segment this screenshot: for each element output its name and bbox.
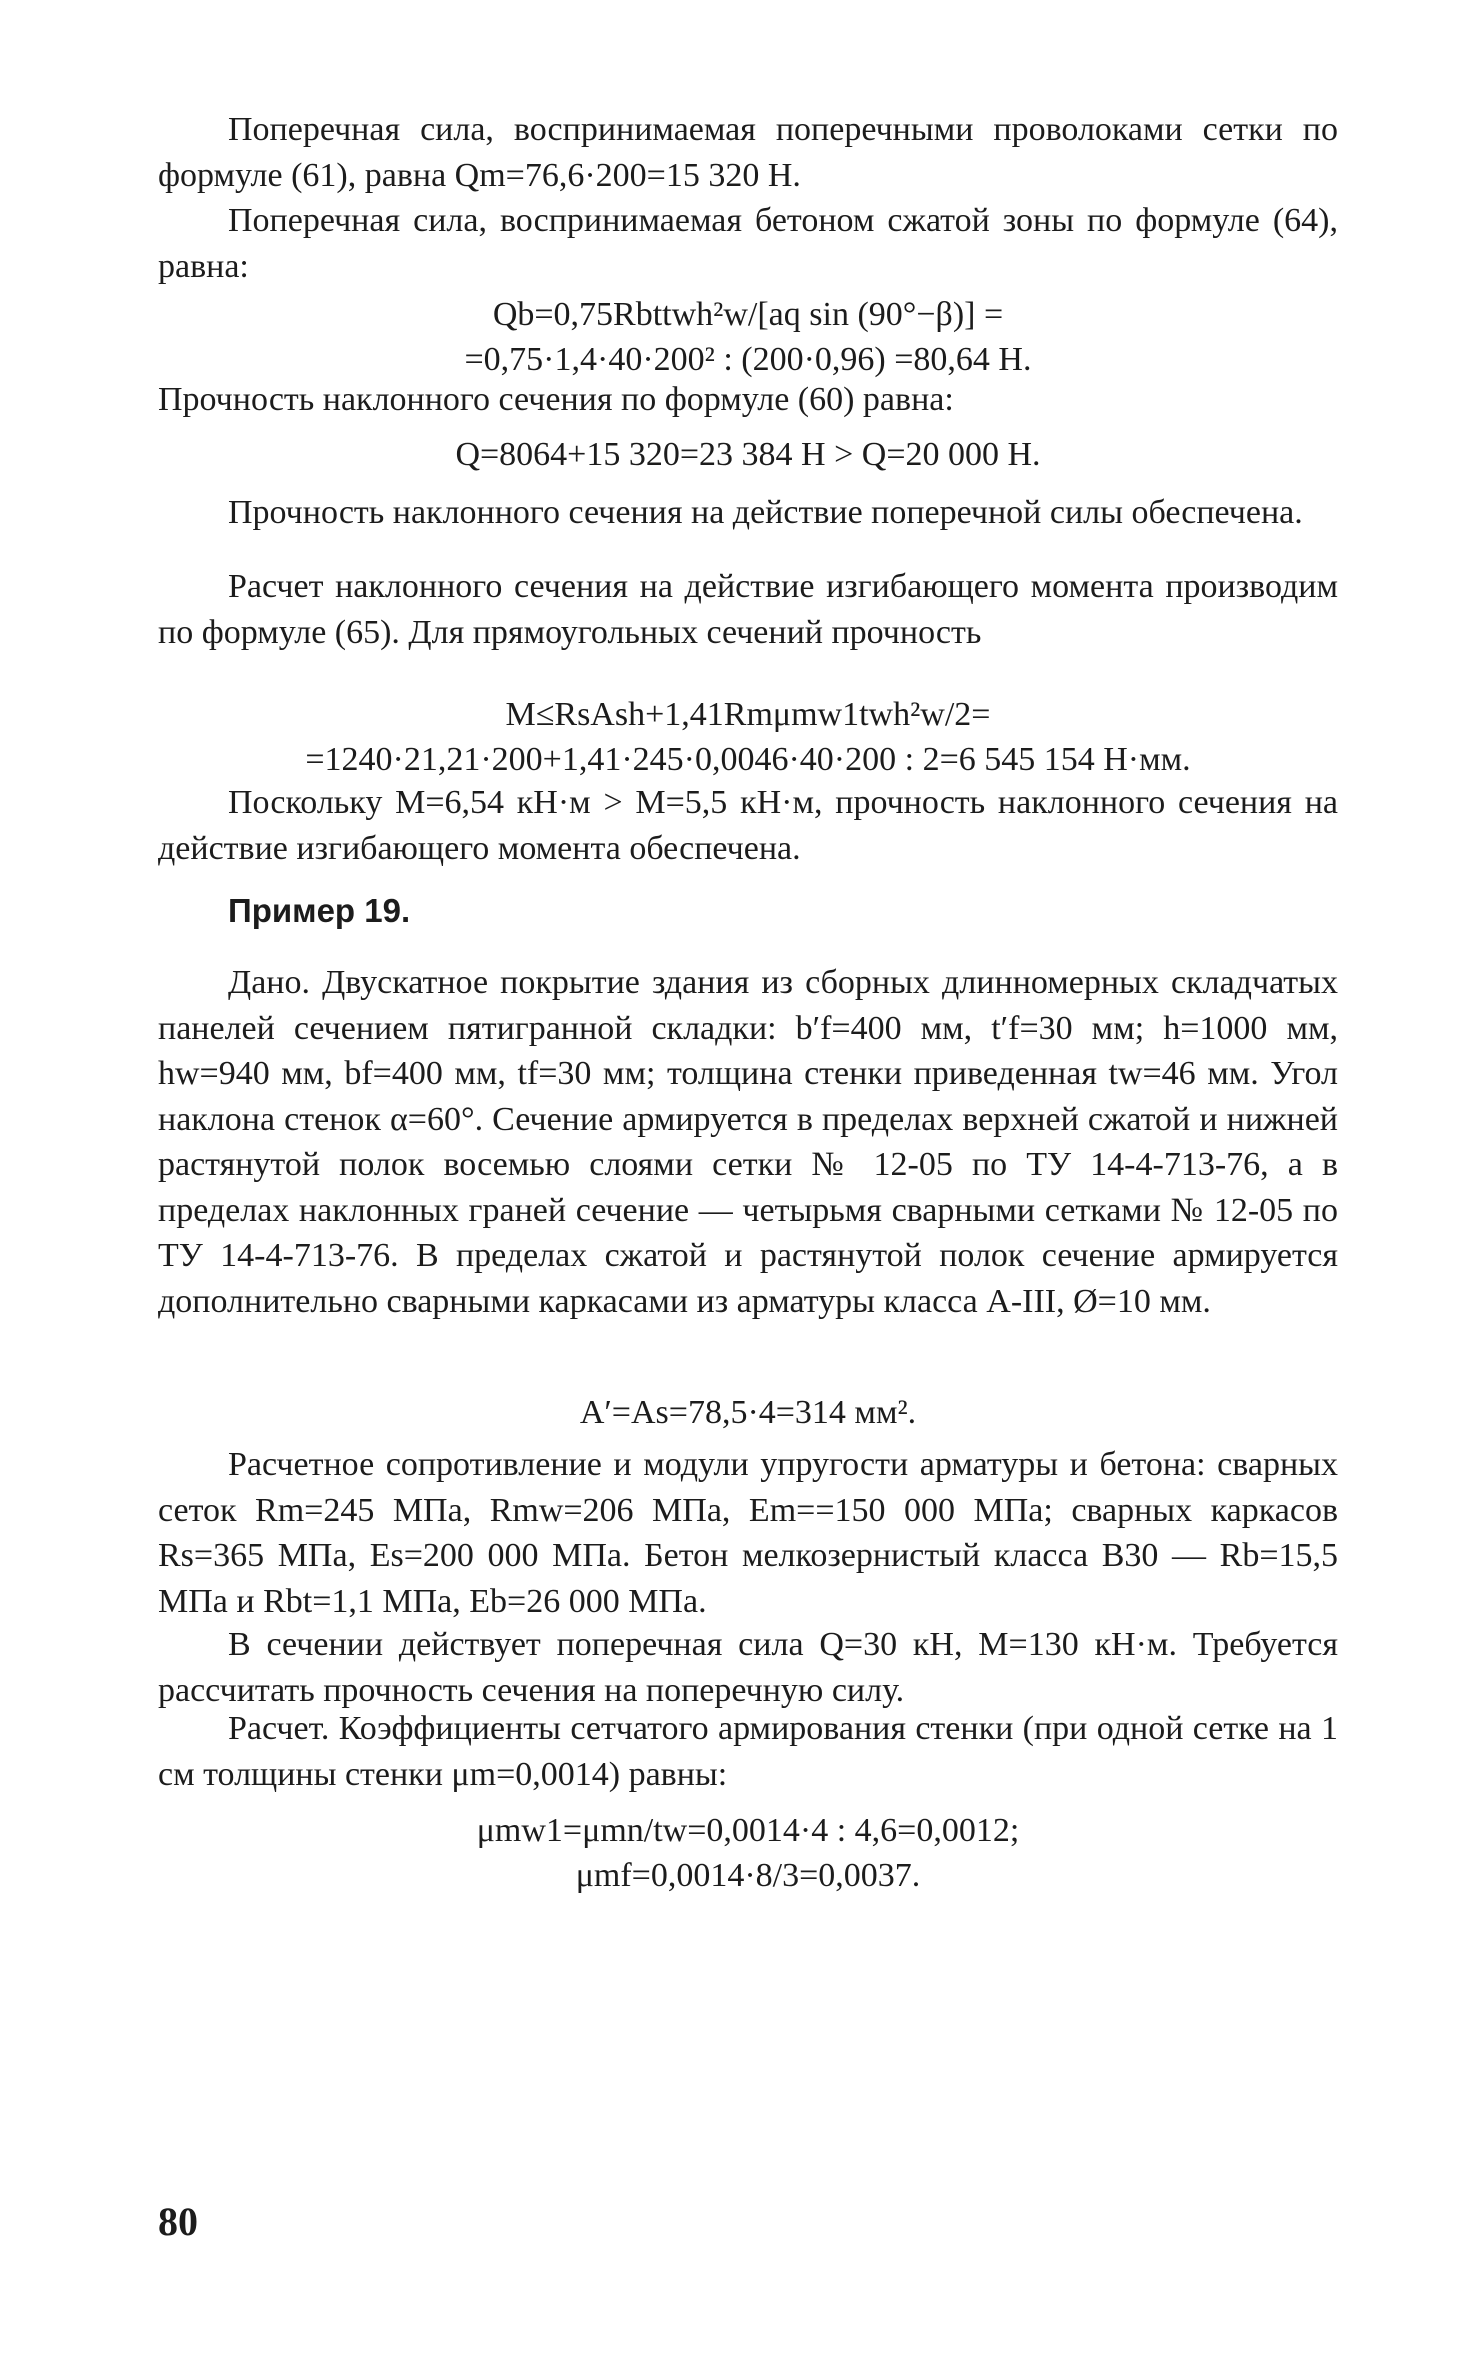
paragraph-concrete-zone: Поперечная сила, воспринимаемая бетоном сжатой зоны по формуле (64), равна: bbox=[158, 202, 1338, 285]
paragraph-calculation: Расчет. Коэффициенты сетчатого армирования стенки (при одной сетке на 1 см толщины стенки μm=0,0014) равны: bbox=[158, 1710, 1338, 1793]
example-heading: Пример 19. bbox=[228, 892, 411, 929]
formula-line: M≤RsAsh+1,41Rmμmw1twh²w/2= bbox=[505, 696, 991, 733]
formula-line: Q=8064+15 320=23 384 Н > Q=20 000 Н. bbox=[455, 436, 1041, 473]
paragraph-given: Дано. Двускатное покрытие здания из сборных длинномерных складчатых панелей сечением пятигранной складки: b′f=400 мм, t′f=30 мм; h=1000 мм, hw=940 мм, bf=400 мм, tf=30 мм; толщина стенки приведенная tw=46 мм. Угол наклона стенок α=60°. Сечение армируется в пределах верхней сжатой и нижней растянутой полок восемью слоями сетки № 12-05 по ТУ 14-4-713-76, а в пределах наклонных граней сечение — четырьмя сварными сетками № 12-05 по ТУ 14-4-713-76. В пределах сжатой и растянутой полок сечение армируется дополнительно сварными каркасами из арматуры класса А-III, Ø=10 мм. bbox=[158, 964, 1338, 1320]
formula-mu bbox=[158, 1808, 1338, 1898]
formula-line: Qb=0,75Rbttwh²w/[aq sin (90°−β)] = bbox=[492, 296, 1004, 333]
page-number: 80 bbox=[158, 2199, 198, 2244]
formula-line: A′=As=78,5·4=314 мм². bbox=[579, 1394, 917, 1431]
formula-line: =0,75·1,4·40·200² : (200·0,96) =80,64 Н. bbox=[464, 341, 1032, 378]
paragraph-material-properties: Расчетное сопротивление и модули упругости арматуры и бетона: сварных сеток Rm=245 МПа, Rmw=206 МПа, Em==150 000 МПа; сварных каркасов Rs=365 МПа, Es=200 000 МПа. Бетон мелкозернистый класса В30 — Rb=15,5 МПа и Rbt=1,1 МПа, Eb=26 000 МПа. bbox=[158, 1446, 1338, 1620]
paragraph-moment-calc: Расчет наклонного сечения на действие изгибающего момента производим по формуле (65). Для прямоугольных сечений прочность bbox=[158, 568, 1338, 651]
formula-line: μmw1=μmn/tw=0,0014·4 : 4,6=0,0012; bbox=[476, 1812, 1020, 1849]
paragraph-moment-ensured: Поскольку M=6,54 кН·м > M=5,5 кН·м, прочность наклонного сечения на действие изгибающего момента обеспечена. bbox=[158, 784, 1338, 867]
formula-m bbox=[158, 692, 1338, 782]
paragraph-forces: В сечении действует поперечная сила Q=30 кН, M=130 кН·м. Требуется рассчитать прочность сечения на поперечную силу. bbox=[158, 1626, 1338, 1709]
paragraph-shear-ensured: Прочность наклонного сечения на действие поперечной силы обеспечена. bbox=[228, 494, 1303, 531]
paragraph-transverse-wires: Поперечная сила, воспринимаемая поперечными проволоками сетки по формуле (61), равна Qm=76,6·200=15 320 Н. bbox=[158, 111, 1338, 194]
formula-q-sum bbox=[158, 432, 1338, 477]
formula-line: μmf=0,0014·8/3=0,0037. bbox=[575, 1857, 921, 1894]
formula-area bbox=[158, 1390, 1338, 1435]
formula-qb bbox=[158, 292, 1338, 382]
formula-line: =1240·21,21·200+1,41·245·0,0046·40·200 : 2=6 545 154 Н·мм. bbox=[305, 741, 1191, 778]
paragraph-strength-60: Прочность наклонного сечения по формуле (60) равна: bbox=[158, 381, 954, 418]
